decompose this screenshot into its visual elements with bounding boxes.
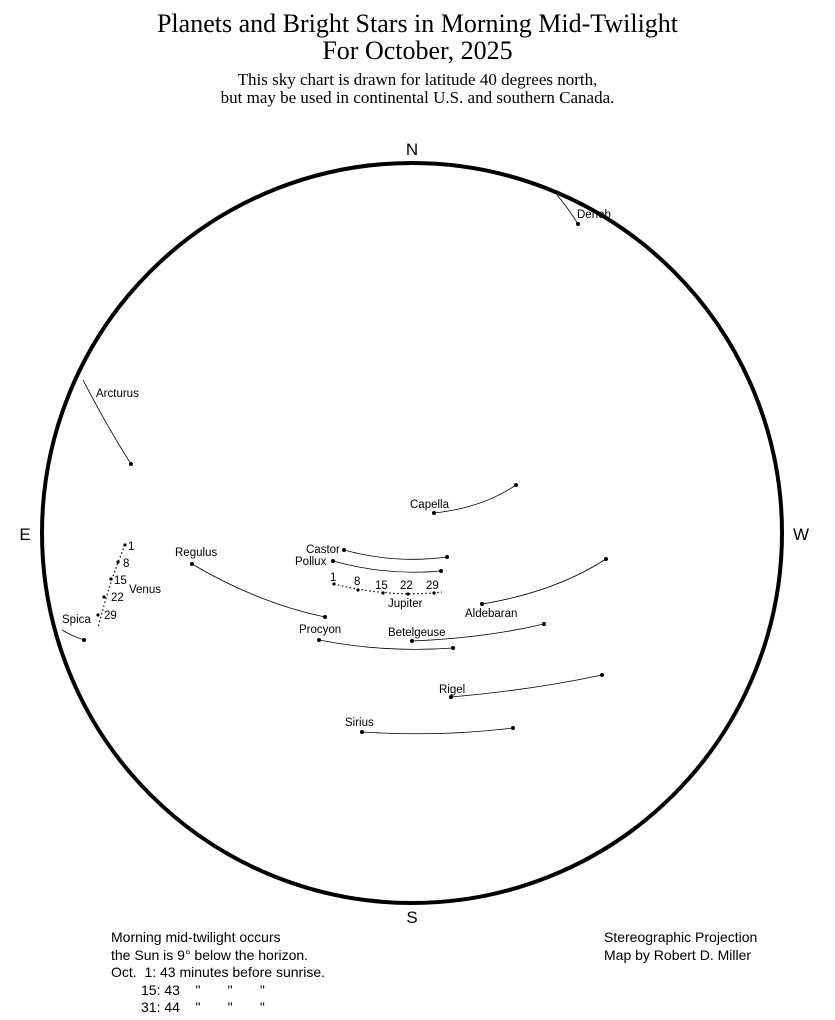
regulus-end-point: [323, 615, 327, 619]
castor-end-point: [445, 555, 449, 559]
venus-date-point-1: [123, 543, 126, 546]
rigel-label: Rigel: [439, 684, 466, 696]
jupiter-label: Jupiter: [388, 598, 423, 610]
horizon-circle: [42, 163, 782, 903]
procyon-label: Procyon: [299, 624, 342, 636]
star-capella: [410, 483, 518, 515]
venus-date-point-29: [96, 613, 99, 616]
arcturus-point: [129, 462, 133, 466]
deneb-point: [576, 222, 580, 226]
aldebaran-point: [480, 602, 484, 606]
sirius-point: [360, 730, 364, 734]
procyon-track: [319, 640, 453, 649]
chart-title: Planets and Bright Stars in Morning Mid-Twilight: [156, 9, 679, 38]
star-pollux: [295, 556, 443, 573]
twilight-note-line1: Morning mid-twilight occurs: [111, 929, 281, 945]
pollux-track: [333, 561, 441, 572]
spica-point: [82, 638, 86, 642]
jupiter-date-8: 8: [354, 576, 361, 588]
arcturus-label: Arcturus: [96, 388, 139, 400]
star-castor: [306, 544, 449, 559]
regulus-label: Regulus: [175, 547, 218, 559]
chart-subtitle-line1: This sky chart is drawn for latitude 40 degrees north,: [237, 70, 598, 89]
capella-end-point: [514, 483, 518, 487]
credits-notes: [604, 929, 757, 964]
betelgeuse-label: Betelgeuse: [388, 627, 446, 639]
pollux-end-point: [439, 569, 443, 573]
pollux-point: [331, 559, 335, 563]
star-arcturus: [83, 380, 139, 466]
pollux-label: Pollux: [295, 556, 327, 568]
rigel-track: [451, 675, 602, 697]
venus-date-8: 8: [123, 558, 130, 570]
planet-venus: [96, 541, 161, 628]
sirius-track: [362, 728, 513, 734]
rigel-end-point: [600, 673, 604, 677]
aldebaran-end-point: [604, 557, 608, 561]
venus-label: Venus: [129, 584, 161, 596]
planet-jupiter: [330, 572, 442, 610]
aldebaran-track: [482, 559, 606, 604]
venus-date-29: 29: [104, 610, 117, 622]
venus-date-point-22: [102, 595, 105, 598]
venus-date-15: 15: [114, 575, 127, 587]
jupiter-date-22: 22: [400, 580, 413, 592]
venus-date-point-8: [116, 560, 119, 563]
capella-label: Capella: [410, 499, 449, 511]
north-label: N: [405, 140, 419, 159]
betelgeuse-point: [410, 639, 414, 643]
jupiter-date-point-22: [406, 592, 409, 595]
twilight-note-line2: the Sun is 9° below the horizon.: [111, 946, 309, 963]
aldebaran-label: Aldebaran: [465, 608, 518, 620]
jupiter-date-29: 29: [426, 580, 439, 592]
author-note: Map by Robert D. Miller: [604, 946, 752, 963]
jupiter-date-15: 15: [375, 580, 388, 592]
procyon-point: [317, 638, 321, 642]
twilight-notes: [111, 929, 325, 1017]
venus-date-point-15: [109, 577, 112, 580]
projection-note: Stereographic Projection: [604, 929, 758, 945]
castor-track: [344, 550, 447, 559]
chart-subtitle-line2: but may be used in continental U.S. and southern Canada.: [220, 88, 615, 107]
jupiter-date-point-8: [356, 588, 359, 591]
twilight-note-line4: 15: 43 " " ": [141, 981, 265, 998]
star-rigel: [439, 673, 604, 699]
regulus-point: [190, 562, 194, 566]
east-label: E: [19, 525, 31, 544]
capella-point: [432, 511, 436, 515]
jupiter-date-1: 1: [330, 572, 337, 584]
star-spica: [62, 614, 91, 642]
sirius-label: Sirius: [345, 717, 374, 729]
spica-track: [62, 630, 84, 640]
deneb-label: Deneb: [577, 209, 611, 221]
sirius-end-point: [511, 726, 515, 730]
regulus-track: [192, 564, 325, 617]
procyon-end-point: [451, 646, 455, 650]
star-betelgeuse: [388, 622, 546, 643]
chart-month: For October, 2025: [322, 36, 513, 65]
twilight-note-line5: 31: 44 " " ": [141, 999, 265, 1015]
south-label: S: [406, 908, 418, 927]
betelgeuse-end-point: [542, 622, 546, 626]
spica-label: Spica: [62, 614, 91, 626]
star-sirius: [345, 717, 515, 734]
star-aldebaran: [465, 557, 608, 620]
castor-point: [342, 548, 346, 552]
star-deneb: [557, 195, 611, 226]
castor-label: Castor: [306, 544, 340, 556]
venus-date-22: 22: [111, 592, 124, 604]
venus-date-1: 1: [128, 541, 135, 553]
west-label: W: [792, 525, 810, 544]
twilight-note-line3: Oct. 1: 43 minutes before sunrise.: [111, 964, 325, 980]
